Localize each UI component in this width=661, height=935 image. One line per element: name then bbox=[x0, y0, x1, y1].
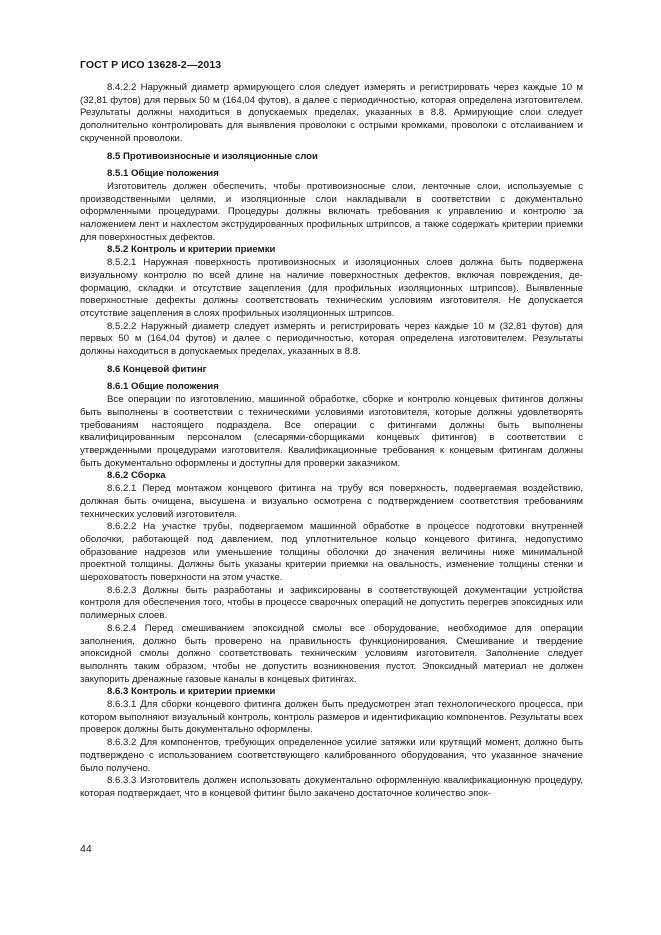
page-number: 44 bbox=[80, 843, 92, 855]
document-header: ГОСТ Р ИСО 13628-2—2013 bbox=[80, 59, 222, 71]
paragraph-8-6-1: Все операции по изготовлению, машинной обработке, сборке и контролю концевых фитингов должны быть выполнены в соответствии с техническими условиями изготовителя, которые должны удовлетворять требованиям настоящего подраздела. Все операции с фитингами должны быть выполнены квалифицированным персоналом (слесарями-сборщиками концевых фитингов) в соответствии с утвержденными процедурами изготовителя. Квалификационные требования к концевым фитингам должны быть документально оформлены и доступны для проверки заказчиком. bbox=[80, 394, 583, 469]
heading-8-6-1: 8.6.1 Общие положения bbox=[107, 381, 219, 393]
paragraph-8-6-3-2: 8.6.3.2 Для компонентов, требующих определенное усилие затяжки или крутящий момент, должно быть подтверждено с использованием соответствующего калиброванного оборудования, что указанное значение было получено. bbox=[80, 737, 583, 774]
paragraph-8-6-3-1: 8.6.3.1 Для сборки концевого фитинга должен быть предусмотрен этап технологического процесса, при котором выполняют визуальный контроль, контроль размеров и идентификацию компонентов. Результаты всех проверок должны быть документально оформлены. bbox=[80, 699, 583, 736]
paragraph-8-6-3-3: 8.6.3.3 Изготовитель должен использовать документально оформленную квалификационную процедуру, которая подтверждает, что в концевой фитинг было закачено достаточное количество эпок- bbox=[80, 775, 583, 799]
paragraph-8-5-2-1: 8.5.2.1 Наружная поверхность противоизносных и изоляционных слоев должна быть подвержена визуальному контролю по всей длине на наличие поверхностных дефектов, включая повреждения, деформацию, складки и отсутствие зацепления (для профильных изоляционных штрипсов). Выявленные поверхностные дефекты должны соответствовать техническим условиям изготовителя. Не допускается отсутствие зацепления в слоях профильных изоляционных штрипсов. bbox=[80, 257, 583, 319]
heading-8-5: 8.5 Противоизносные и изоляционные слои bbox=[107, 150, 318, 162]
paragraph-8-4-2-2: 8.4.2.2 Наружный диаметр армирующего слоя следует измерять и регистрировать через каждые 10 м (32,81 футов) для первых 50 м (164,04 футов), а далее с периодичностью, которая определена изготовителем. Результаты должны находиться в допускаемых пределах, указанных в 8.8. Армирующие слои следует дополнительно контролировать для выявления проволоки с острыми кромками, проволоки с отслаиванием и скрученной проволоки. bbox=[80, 82, 583, 144]
heading-8-5-1: 8.5.1 Общие положения bbox=[107, 168, 219, 180]
paragraph-8-6-2-1: 8.6.2.1 Перед монтажом концевого фитинга на трубу вся поверхность, подвергаемая воздействию, должная быть очищена, высушена и визуально осмотрена с подтверждением соответствия требованиям технических условий изготовителя. bbox=[80, 483, 583, 520]
paragraph-8-5-1: Изготовитель должен обеспечить, чтобы противоизносные слои, ленточные слои, используемые с производственными целями, и изоляционные слои накладывали в соответствии с документально оформленными процедурами. Процедуры должны включать требования к управлению и контролю за наложением лент и нахлестом экструдированных профильных штрипсов, а также содержать критерии приемки для поверхностных дефектов. bbox=[80, 180, 583, 243]
paragraph-8-5-2-2: 8.5.2.2 Наружный диаметр следует измерять и регистрировать через каждые 10 м (32,81 футов) для первых 50 м (164,04 футов) и далее с периодичностью, которая определена изготовителем. Результаты должны находиться в допускаемых пределах, указанных в 8.8. bbox=[80, 320, 583, 358]
heading-8-6: 8.6 Концевой фитинг bbox=[107, 363, 207, 375]
paragraph-8-6-2-2: 8.6.2.2 На участке трубы, подвергаемом машинной обработке в процессе подготовки внутренней оболочки, работающей под давлением, под уплотнительное кольцо концевого фитинга, недопустимо образование надрезов или уменьшение толщины оболочки до значения величины ниже минимальной проектной толщины. Должны быть указаны критерии приемки на овальность, изменение толщины стенки и шероховатость поверхности на этом участке. bbox=[80, 521, 583, 584]
paragraph-8-6-2-3: 8.6.2.3 Должны быть разработаны и зафиксированы в соответствующей документации устройства контроля для обеспечения того, чтобы в процессе сварочных операций не допустить перегрев эпоксидных или полимерных слоев. bbox=[80, 584, 583, 622]
document-body bbox=[80, 82, 583, 801]
paragraph-8-6-2-4: 8.6.2.4 Перед смешиванием эпоксидной смолы все оборудование, необходимое для операции заполнения, должно быть проверено на правильность функционирования. Смешивание и твердение эпоксидной смолы должно соответствовать техническим условиям изготовителя. Заполнение следует выполнять таким образом, чтобы не допустить возникновения пустот. Эпоксидный материал не должен закупорить дренажные газовые каналы в концевых фитингах. bbox=[80, 622, 583, 685]
heading-8-5-2: 8.5.2 Контроль и критерии приемки bbox=[107, 244, 276, 256]
heading-8-6-2: 8.6.2 Сборка bbox=[107, 470, 166, 482]
heading-8-6-3: 8.6.3 Контроль и критерии приемки bbox=[107, 686, 276, 698]
